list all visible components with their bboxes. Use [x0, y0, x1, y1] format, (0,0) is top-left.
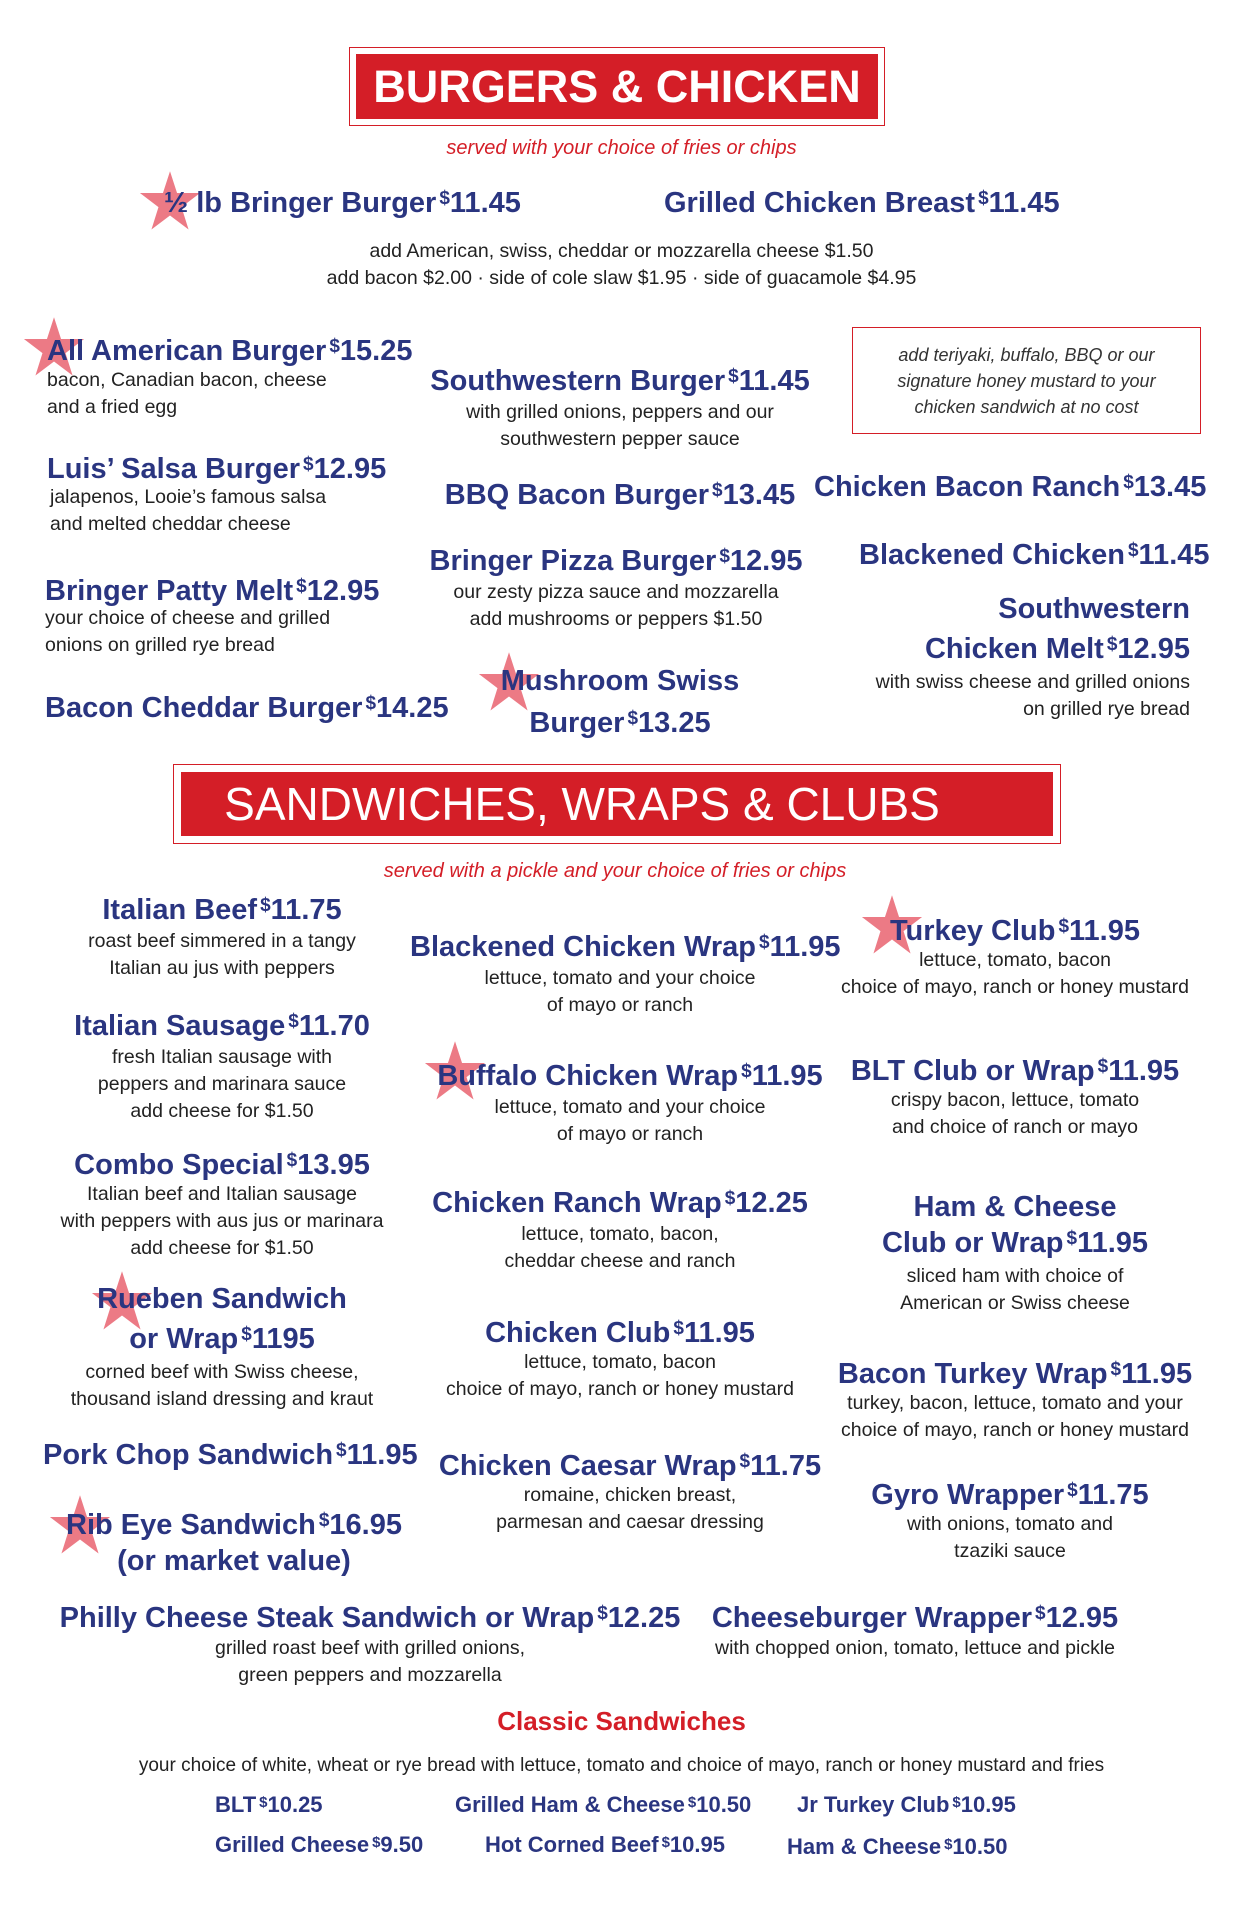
classic-item-hot-corned-beef: Hot Corned Beef $10.95 [485, 1832, 725, 1857]
menu-item-blackened-chicken-wrap: Blackened Chicken Wrap $11.95 lettuce, tomato and your choice of mayo or ranch [410, 931, 841, 1016]
burgers-addons: add American, swiss, cheddar or mozzarella cheese $1.50 add bacon $2.00 · side of cole slaw $1.95 · side of guacamole $4.95 [326, 240, 917, 289]
menu-item-buffalo-chicken-wrap: Buffalo Chicken Wrap $11.95 lettuce, tomato and your choice of mayo or ranch [437, 1060, 823, 1145]
item-description: jalapenos, Looie’s famous salsa and melted cheddar cheese [50, 486, 327, 535]
menu-item-half-lb-burger: ½ lb Bringer Burger $11.45 [164, 187, 521, 219]
sandwiches-header-frame [173, 764, 1061, 844]
burgers-header [356, 54, 878, 119]
menu-item-bbq-bacon-burger: BBQ Bacon Burger $13.45 [444, 479, 796, 511]
menu-item-turkey-club: Turkey Club $11.95 lettuce, tomato, bacon choice of mayo, ranch or honey mustard [841, 915, 1189, 998]
menu-item-bringer-patty-melt: Bringer Patty Melt $12.95 [45, 575, 380, 607]
menu-item-gyro-wrapper: Gyro Wrapper $11.75 with onions, tomato and tzaziki sauce [871, 1479, 1149, 1562]
menu-item-italian-sausage: Italian Sausage $11.70 fresh Italian sausage with peppers and marinara sauce add cheese for $1.50 [74, 1010, 370, 1122]
menu-item-mushroom-swiss-burger: Mushroom Swiss Burger $13.25 [500, 665, 740, 739]
menu-item-grilled-chicken-breast: Grilled Chicken Breast $11.45 [664, 187, 1060, 219]
classic-item-blt: BLT $10.25 [215, 1792, 323, 1817]
menu-item-luis-salsa-burger: Luis’ Salsa Burger $12.95 [47, 453, 387, 485]
menu-item-blt-club-or-wrap: BLT Club or Wrap $11.95 crispy bacon, lettuce, tomato and choice of ranch or mayo [850, 1055, 1180, 1138]
sandwiches-header [181, 772, 1053, 836]
menu-item-cheeseburger-wrapper: Cheeseburger Wrapper $12.95 with chopped onion, tomato, lettuce and pickle [711, 1602, 1119, 1659]
classic-item-jr-turkey-club: Jr Turkey Club $10.95 [797, 1792, 1016, 1817]
menu-item-chicken-club: Chicken Club $11.95 lettuce, tomato, bacon choice of mayo, ranch or honey mustard [446, 1317, 794, 1400]
chicken-sauce-note: add teriyaki, buffalo, BBQ or our signature honey mustard to your chicken sandwich at no cost [852, 327, 1201, 434]
menu-item-southwestern-burger: Southwestern Burger $11.45 with grilled onions, peppers and our southwestern pepper sauce [430, 365, 810, 450]
burgers-header-frame [349, 47, 885, 126]
menu-item-italian-beef: Italian Beef $11.75 roast beef simmered in a tangy Italian au jus with peppers [88, 894, 356, 979]
menu-item-bacon-cheddar-burger: Bacon Cheddar Burger $14.25 [45, 692, 449, 724]
classic-title: Classic Sandwiches [497, 1706, 746, 1736]
classic-item-grilled-ham-cheese: Grilled Ham & Cheese $10.50 [455, 1792, 752, 1817]
burgers-subtitle: served with your choice of fries or chips [446, 137, 797, 159]
menu-item-chicken-ranch-wrap: Chicken Ranch Wrap $12.25 lettuce, tomato, bacon, cheddar cheese and ranch [432, 1187, 808, 1272]
menu-item-philly-cheese-steak: Philly Cheese Steak Sandwich or Wrap $12.25 grilled roast beef with grilled onions, green peppers and mozzarella [59, 1602, 681, 1686]
item-description: your choice of cheese and grilled onions on grilled rye bread [45, 607, 331, 656]
menu-item-bringer-pizza-burger: Bringer Pizza Burger $12.95 our zesty pizza sauce and mozzarella add mushrooms or peppers $1.50 [429, 545, 803, 630]
menu-item-pork-chop-sandwich: Pork Chop Sandwich $11.95 [43, 1439, 418, 1471]
menu-item-chicken-bacon-ranch: Chicken Bacon Ranch $13.45 [814, 471, 1207, 503]
classic-subtitle: your choice of white, wheat or rye bread with lettuce, tomato and choice of mayo, ranch or honey mustard and fries [138, 1755, 1105, 1776]
menu-item-chicken-caesar-wrap: Chicken Caesar Wrap $11.75 romaine, chicken breast, parmesan and caesar dressing [438, 1450, 822, 1533]
menu-item-combo-special: Combo Special $13.95 Italian beef and Italian sausage with peppers with aus jus or marinara add cheese for $1.50 [60, 1149, 384, 1259]
classic-item-grilled-cheese: Grilled Cheese $9.50 [215, 1832, 424, 1857]
burgers-title: BURGERS & CHICKEN [373, 60, 861, 112]
menu-item-all-american-burger: All American Burger $15.25 [47, 335, 413, 367]
sandwiches-title: SANDWICHES, WRAPS & CLUBS [224, 778, 940, 830]
menu-item-blackened-chicken: Blackened Chicken $11.45 [859, 539, 1210, 571]
menu-item-rueben-sandwich: Rueben Sandwich or Wrap $1195 corned beef with Swiss cheese, thousand island dressing and kraut [70, 1283, 374, 1410]
menu-item-bacon-turkey-wrap: Bacon Turkey Wrap $11.95 turkey, bacon, lettuce, tomato and your choice of mayo, ranch or honey mustard [837, 1358, 1193, 1441]
item-description: bacon, Canadian bacon, cheese and a fried egg [47, 369, 327, 418]
sandwiches-subtitle: served with a pickle and your choice of fries or chips [383, 860, 847, 882]
menu-item-ham-and-cheese-club: Ham & Cheese Club or Wrap $11.95 sliced ham with choice of American or Swiss cheese [881, 1191, 1149, 1314]
menu-item-southwestern-chicken-melt: Southwestern Chicken Melt $12.95 with swiss cheese and grilled onions on grilled rye bread [875, 593, 1190, 720]
menu-item-rib-eye-sandwich: Rib Eye Sandwich $16.95 (or market value) [66, 1509, 402, 1577]
classic-item-ham-cheese: Ham & Cheese $10.50 [787, 1834, 1008, 1859]
